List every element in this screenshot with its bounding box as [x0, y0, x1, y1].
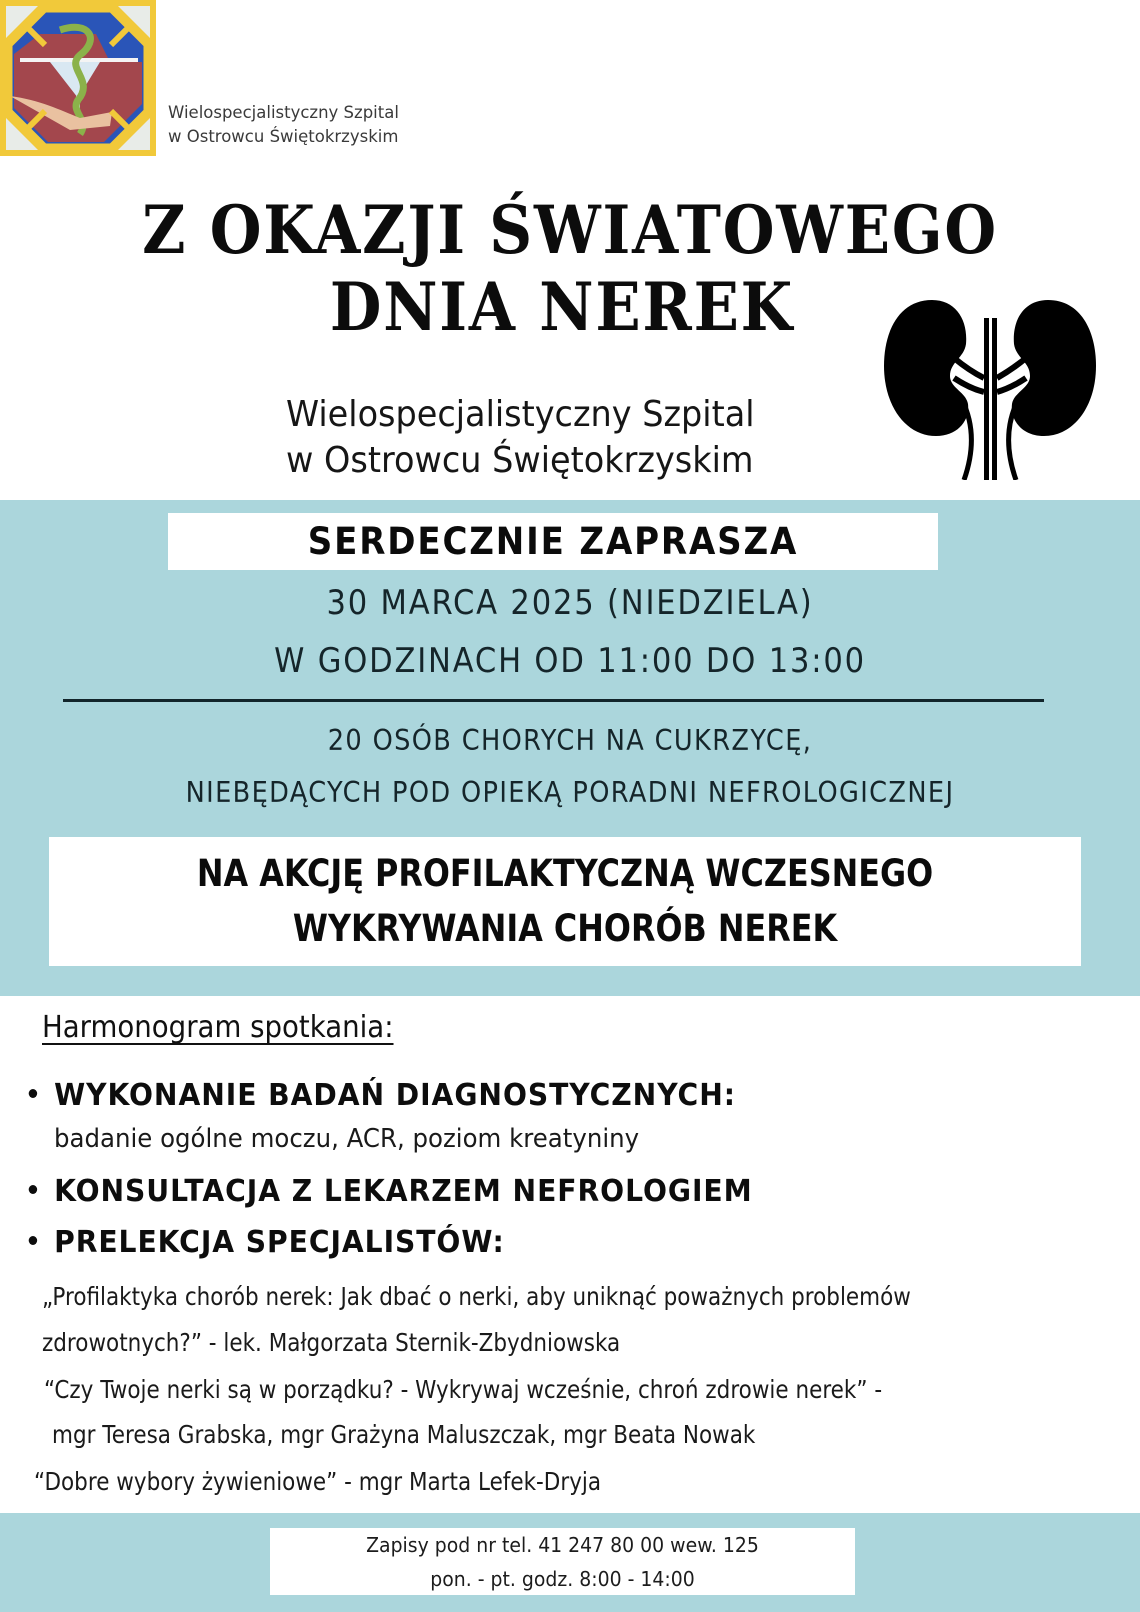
event-date: 30 MARCA 2025 (NIEDZIELA) — [326, 583, 814, 623]
registration-info — [293, 1528, 831, 1596]
organizer-name-line1: Wielospecjalistyczny Szpital — [286, 394, 755, 435]
page-title-line2: DNIA NEREK — [329, 268, 795, 346]
registration-hours: pon. - pt. godz. 8:00 - 14:00 — [430, 1567, 695, 1591]
invitation-headline: SERDECZNIE ZAPRASZA — [307, 520, 799, 563]
logo-caption-line1: Wielospecjalistyczny Szpital — [168, 103, 399, 122]
target-audience-line1: 20 OSÓB CHORYCH NA CUKRZYCĘ, — [327, 724, 813, 757]
schedule-item — [24, 1074, 736, 1118]
lecture-line: zdrowotnych?” - lek. Małgorzata Sternik-Zbydniowska — [42, 1328, 621, 1357]
lecture-line: mgr Teresa Grabska, mgr Grażyna Maluszczak, mgr Beata Nowak — [52, 1420, 756, 1449]
bullet-icon — [29, 1185, 37, 1194]
schedule-item-detail: badanie ogólne moczu, ACR, poziom kreatyniny — [54, 1124, 640, 1154]
bullet-icon — [29, 1089, 37, 1098]
page-title-line1: Z OKAZJI ŚWIATOWEGO — [142, 191, 998, 269]
target-audience-line2: NIEBĘDĄCYCH POD OPIEKĄ PORADNI NEFROLOGICZNEJ — [185, 776, 955, 809]
schedule-item — [24, 1170, 753, 1214]
action-title — [121, 846, 1009, 956]
logo-caption-line2: w Ostrowcu Świętokrzyskim — [168, 127, 399, 146]
schedule-title: Harmonogram spotkania: — [42, 1010, 394, 1045]
kidneys-icon — [880, 296, 1120, 480]
schedule-item-label: PRELEKCJA SPECJALISTÓW: — [54, 1225, 505, 1260]
logo-caption — [168, 101, 399, 149]
schedule-item-label: WYKONANIE BADAŃ DIAGNOSTYCZNYCH: — [54, 1078, 736, 1113]
lecture-line: “Czy Twoje nerki są w porządku? - Wykrywaj wcześnie, chroń zdrowie nerek” - — [44, 1375, 883, 1404]
action-title-line2: WYKRYWANIA CHORÓB NEREK — [292, 907, 838, 950]
lecture-line: „Profilaktyka chorób nerek: Jak dbać o nerki, aby uniknąć poważnych problemów — [42, 1282, 911, 1311]
action-title-line1: NA AKCJĘ PROFILAKTYCZNĄ WCZESNEGO — [196, 852, 934, 895]
schedule-item — [24, 1221, 505, 1265]
organizer-name — [286, 392, 755, 484]
organizer-name-line2: w Ostrowcu Świętokrzyskim — [286, 440, 754, 481]
bullet-icon — [29, 1236, 37, 1245]
event-hours: W GODZINACH OD 11:00 DO 13:00 — [274, 641, 866, 681]
hospital-stained-glass-logo-icon — [0, 0, 156, 156]
hospital-logo — [0, 0, 156, 156]
lecture-line: “Dobre wybory żywieniowe” - mgr Marta Lefek-Dryja — [34, 1467, 602, 1496]
schedule-item-label: KONSULTACJA Z LEKARZEM NEFROLOGIEM — [54, 1174, 753, 1209]
divider — [63, 699, 1044, 702]
registration-phone: Zapisy pod nr tel. 41 247 80 00 wew. 125 — [366, 1533, 759, 1557]
